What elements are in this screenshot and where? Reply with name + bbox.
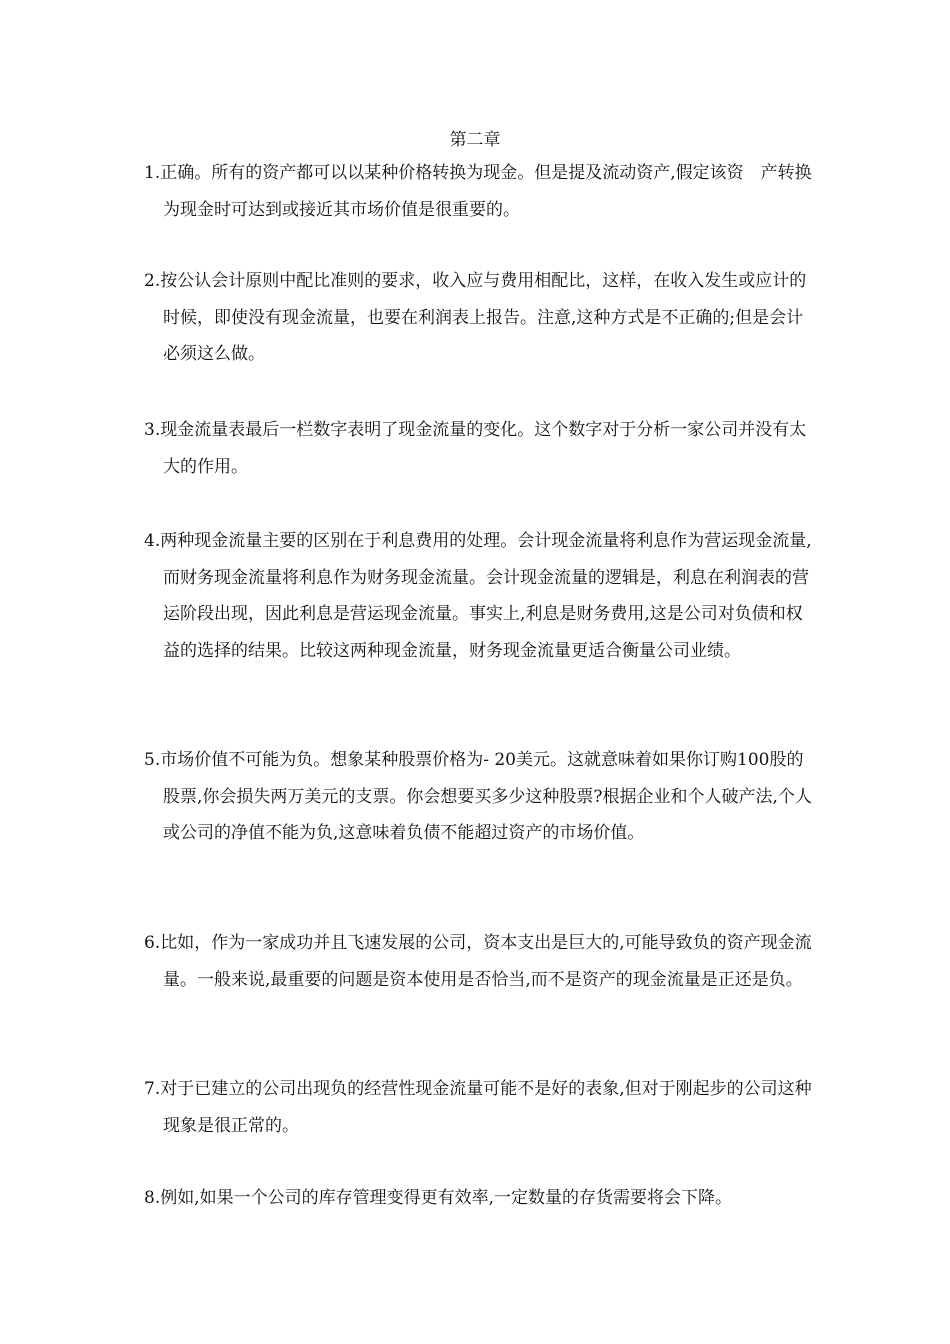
answer-item-7: 7.对于已建立的公司出现负的经营性现金流量可能不是好的表象,但对于刚起步的公司这种现象是很正常的。 [144,1079,812,1136]
chapter-title: 第二章 [449,130,501,150]
answer-item-1: 1.正确。所有的资产都可以以某种价格转换为现金。但是提及流动资产,假定该资 产转换为现金时可达到或接近其市场价值是很重要的。 [144,163,812,220]
answer-item-4: 4.两种现金流量主要的区别在于利息费用的处理。会计现金流量将利息作为营运现金流量,而财务现金流量将利息作为财务现金流量。会计现金流量的逻辑是，利息在利润表的营运阶段出现，因此利息是营运现金流量。事实上,利息是财务费用,这是公司对负债和权益的选择的结果。比较这两种现金流量，财务现金流量更适合衡量公司业绩。 [144,531,812,661]
answer-item-3: 3.现金流量表最后一栏数字表明了现金流量的变化。这个数字对于分析一家公司并没有太大的作用。 [144,420,807,477]
answer-item-6: 6.比如，作为一家成功并且飞速发展的公司，资本支出是巨大的,可能导致负的资产现金流量。一般来说,最重要的问题是资本使用是否恰当,而不是资产的现金流量是正还是负。 [144,933,812,990]
answer-item-8: 8.例如,如果一个公司的库存管理变得更有效率,一定数量的存货需要将会下降。 [144,1188,733,1208]
answer-item-5: 5.市场价值不可能为负。想象某种股票价格为- 20美元。这就意味着如果你订购100股的股票,你会损失两万美元的支票。你会想要买多少这种股票?根据企业和个人破产法,个人或公司的净值不能为负,这意味着负债不能超过资产的市场价值。 [144,750,812,843]
answer-item-2: 2.按公认会计原则中配比准则的要求，收入应与费用相配比，这样，在收入发生或应计的时候，即使没有现金流量，也要在利润表上报告。注意,这种方式是不正确的;但是会计必须这么做。 [144,271,807,364]
